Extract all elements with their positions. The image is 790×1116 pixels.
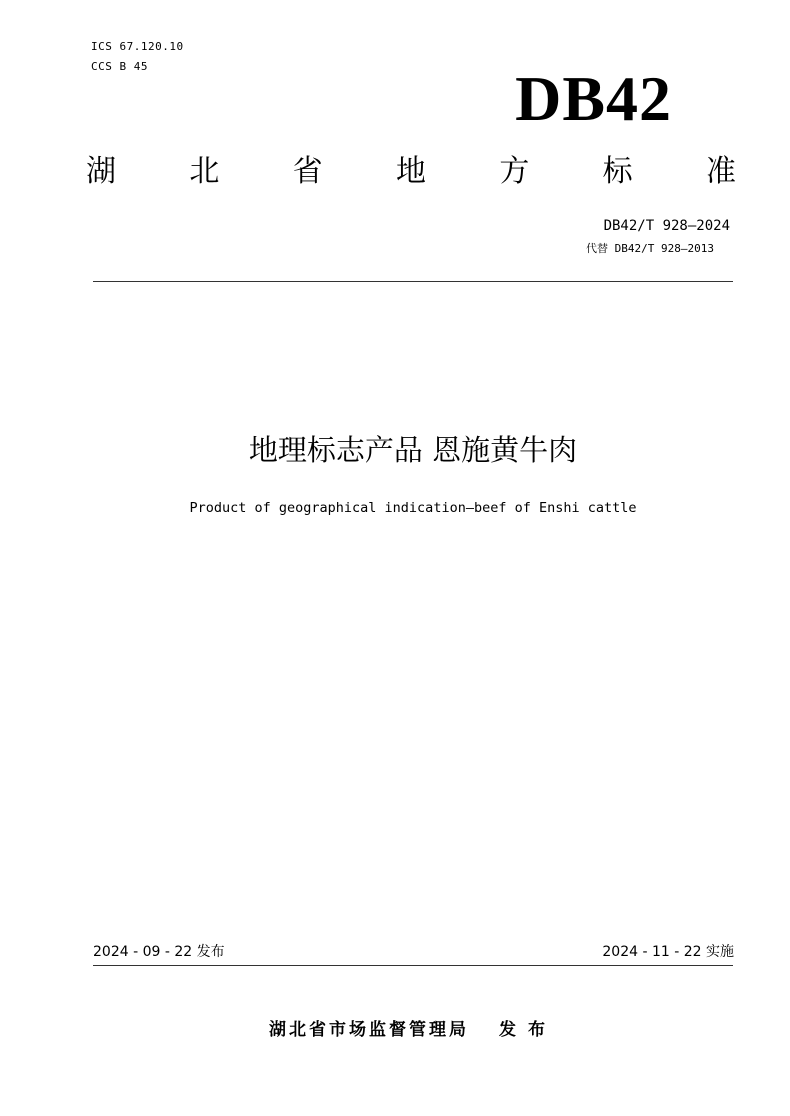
ccs-code: CCS B 45: [91, 60, 148, 73]
standard-number: DB42/T 928—2024: [603, 218, 730, 234]
issuer-name: 湖北省市场监督管理局: [269, 1020, 469, 1040]
standard-mark: DB42: [515, 63, 672, 134]
implement-date: 2024 - 11 - 22 实施: [602, 944, 734, 960]
document-title-english: Product of geographical indication—beef of Enshi cattle: [189, 500, 637, 516]
standard-type-char: 准: [705, 154, 736, 189]
bottom-divider: [93, 965, 733, 966]
standard-type-char: 标: [602, 154, 633, 189]
standard-type-heading: [86, 148, 736, 196]
issue-action: 发布: [499, 1020, 557, 1040]
issuer-line: [0, 1018, 790, 1042]
standard-type-char: 地: [395, 154, 426, 189]
standard-type-char: 湖: [86, 154, 116, 189]
document-title-chinese: 地理标志产品 恩施黄牛肉: [248, 433, 578, 467]
ics-code: ICS 67.120.10: [91, 40, 184, 53]
replaces-standard: 代替 DB42/T 928—2013: [586, 242, 714, 255]
standard-type-char: 北: [189, 154, 220, 189]
standard-type-char: 方: [499, 154, 530, 189]
standard-type-char: 省: [292, 154, 323, 189]
publish-date: 2024 - 09 - 22 发布: [93, 944, 225, 960]
top-divider: [93, 281, 733, 282]
